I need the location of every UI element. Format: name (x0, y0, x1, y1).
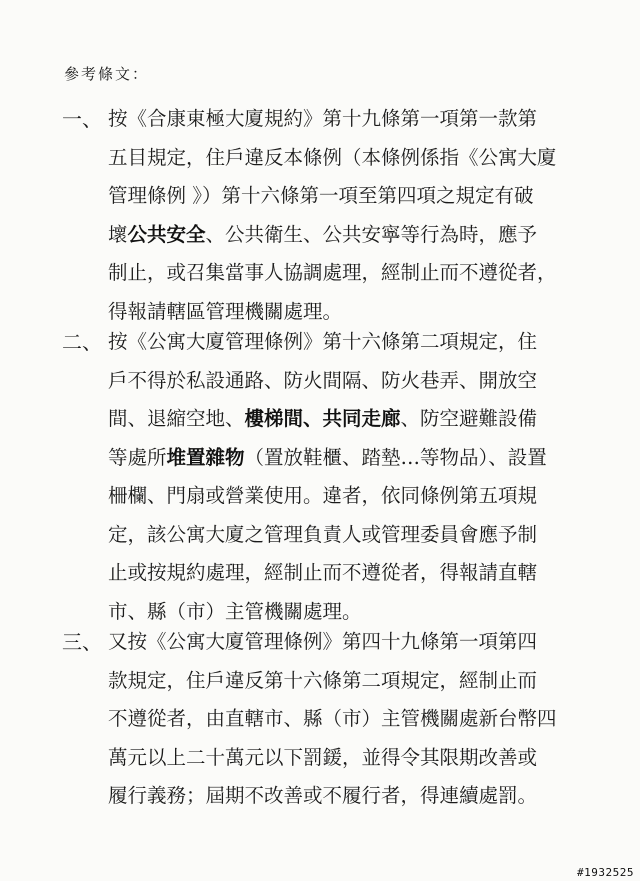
text-line: 市、縣（市）主管機關處理。 (108, 599, 362, 623)
text-line: 款規定，住戶違反第十六條第二項規定，經制止而 (108, 668, 538, 692)
emphasis-text: 樓梯間、共同走廊 (244, 407, 401, 430)
text-line: 管理條例 》）第十六條第一項至第四項之規定有破 (108, 184, 534, 207)
emphasis-text: 公共安全 (127, 222, 206, 246)
text-line: 戶不得於私設通路、防火間隔、防火巷弄、開放空 (108, 368, 538, 392)
clause-number: 三、 (62, 630, 102, 654)
text-line: 履行義務；屆期不改善或不履行者，得連續處罰。 (108, 784, 538, 807)
clause-number: 二、 (62, 330, 102, 354)
text-line: 間、退縮空地、樓梯間、共同走廊、防空避難設備 (108, 407, 538, 430)
text-line: 五目規定，住戶違反本條例（本條例係指《公寓大廈 (108, 145, 557, 169)
text-line: 定，該公寓大廈之管理負責人或管理委員會應予制 (108, 522, 538, 546)
text-line: 壞公共安全、公共衛生、公共安寧等行為時，應予 (108, 222, 538, 246)
clause-number: 一、 (62, 107, 102, 131)
clause-text (108, 323, 582, 631)
document-id-stamp: #1932525 (577, 866, 634, 879)
text-line: 得報請轄區管理機關處理。 (108, 299, 343, 323)
text-line: 又按《公寓大廈管理條例》第四十九條第一項第四 (108, 630, 538, 653)
text-line: 按《合康東極大廈規約》第十九條第一項第一款第 (108, 107, 538, 130)
text-line: 止或按規約處理，經制止而不遵從者，得報請直轄 (108, 561, 538, 584)
emphasis-text: 堆置雜物 (166, 445, 245, 469)
text-line: 等處所堆置雜物（置放鞋櫃、踏墊…等物品）、設置 (108, 445, 547, 469)
text-line: 萬元以上二十萬元以下罰鍰，並得令其限期改善或 (108, 745, 538, 769)
text-line: 按《公寓大廈管理條例》第十六條第二項規定，住 (108, 330, 538, 353)
clause-text (108, 100, 582, 331)
text-line: 柵欄、門扇或營業使用。違者，依同條例第五項規 (108, 484, 538, 507)
clause-text (108, 623, 582, 816)
text-line: 不遵從者，由直轄市、縣（市）主管機關處新台幣四 (108, 707, 557, 730)
text-line: 制止，或召集當事人協調處理，經制止而不遵從者， (108, 261, 557, 284)
reference-heading: 參考條文： (64, 65, 150, 83)
